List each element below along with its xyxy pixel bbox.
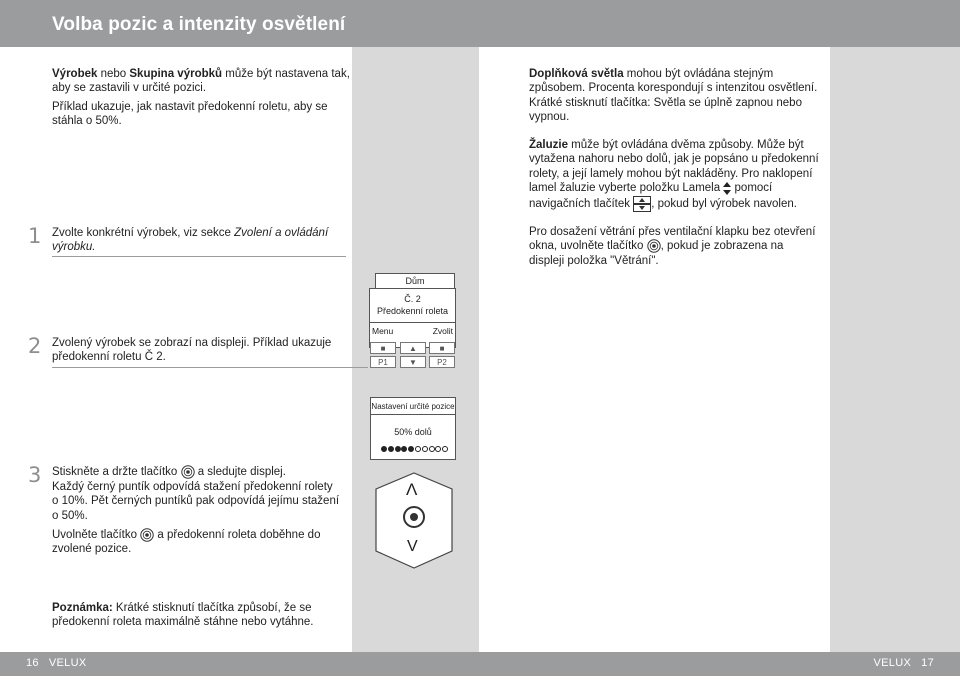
step-2-text: Zvolený výrobek se zobrazí na displeji. Příklad ukazuje předokenní roletu Č 2. bbox=[52, 337, 332, 364]
position-dots bbox=[381, 446, 451, 454]
display-tab-label: Dům bbox=[405, 276, 425, 286]
navigation-buttons-icon bbox=[633, 196, 651, 212]
display-product-name: Předokenní roleta bbox=[376, 306, 449, 316]
keypad-right-softkey[interactable]: ■ bbox=[429, 342, 455, 354]
keypad-p2-button[interactable]: P2 bbox=[429, 356, 455, 368]
blinds-text-3: , pokud byl výrobek navolen. bbox=[651, 197, 797, 210]
page-header bbox=[0, 0, 960, 47]
keypad-up-button[interactable]: ▲ bbox=[400, 342, 426, 354]
step-3-text-3b: a předokenní roleta doběhne do zvolené pozice. bbox=[52, 529, 321, 556]
step-1-link-text: Zvolení a ovládání výrobku. bbox=[52, 227, 329, 254]
right-paragraph-lights bbox=[529, 67, 824, 125]
empty-dot bbox=[435, 446, 441, 452]
display-position-screen bbox=[370, 397, 456, 460]
empty-dot bbox=[415, 446, 421, 452]
keypad-down-button[interactable]: ▼ bbox=[400, 356, 426, 368]
page-footer bbox=[0, 652, 960, 676]
step-1-text bbox=[52, 226, 332, 255]
filled-dot bbox=[401, 446, 407, 452]
step-2-number: 2 bbox=[28, 334, 42, 358]
intro-paragraph-1 bbox=[52, 67, 352, 96]
lights-bold: Doplňková světla bbox=[529, 68, 624, 80]
ventilation-text-1: Pro dosažení větrání přes ventilační klapku bez otevření okna, uvolněte tlačítko bbox=[529, 226, 816, 253]
blinds-text-1: může být ovládána dvěma způsoby. Může být vytažena nahoru nebo dolů, jak je popsáno u předokenní rolety, a její lamely mohou být nakláděny. Pro naklopení lamel žaluzie vyberte položku Lamela bbox=[529, 139, 819, 195]
remote-down-button[interactable]: V bbox=[407, 538, 418, 555]
intro-paragraph-2: Příklad ukazuje, jak nastavit předokenní roletu, aby se stáhla o 50%. bbox=[52, 101, 328, 128]
stop-button-icon bbox=[181, 465, 195, 479]
filled-dot bbox=[388, 446, 394, 452]
position-screen-value: 50% dolů bbox=[394, 427, 432, 437]
blinds-bold: Žaluzie bbox=[529, 139, 568, 151]
position-screen-title: Nastavení určité pozice bbox=[371, 402, 455, 411]
display-select-label: Zvolit bbox=[432, 326, 453, 336]
stop-button-icon bbox=[140, 528, 154, 542]
empty-dot bbox=[429, 446, 435, 452]
note-label: Poznámka: bbox=[52, 602, 113, 614]
step-3-line-1 bbox=[52, 465, 342, 479]
intro-group-bold: Skupina výrobků bbox=[129, 68, 223, 80]
filled-dot bbox=[395, 446, 401, 452]
filled-dot bbox=[408, 446, 414, 452]
empty-dot bbox=[422, 446, 428, 452]
page-title: Volba pozic a intenzity osvětlení bbox=[52, 14, 346, 35]
step-1-text-plain: Zvolte konkrétní výrobek, viz sekce bbox=[52, 227, 235, 239]
display-menu-label: Menu bbox=[372, 326, 394, 336]
remote-up-button[interactable]: Λ bbox=[406, 480, 418, 499]
blinds-text-2: pomocí navigačních tlačítek bbox=[529, 182, 773, 210]
footer-left-page: 16 VELUX bbox=[26, 657, 87, 669]
note-text: Krátké stisknutí tlačítka způsobí, že se předokenní roleta maximálně stáhne nebo vytáhne. bbox=[52, 602, 314, 629]
stop-dot-icon bbox=[410, 513, 418, 521]
right-paragraph-ventilation bbox=[529, 225, 821, 268]
stop-button-icon bbox=[647, 239, 661, 253]
step-3-text-1a: Stiskněte a držte tlačítko bbox=[52, 466, 178, 479]
display-softkey-bar bbox=[369, 322, 456, 323]
footer-right-page: VELUX 17 bbox=[873, 657, 934, 669]
ventilation-text-2: , pokud je zobrazena na displeji položka "Větrání". bbox=[529, 240, 784, 267]
filled-dot bbox=[381, 446, 387, 452]
step-3-line-3 bbox=[52, 528, 337, 557]
note-paragraph bbox=[52, 601, 347, 630]
right-gray-column bbox=[830, 47, 960, 652]
keypad-p1-button[interactable]: P1 bbox=[370, 356, 396, 368]
intro-product-bold: Výrobek bbox=[52, 68, 98, 80]
intro-text-2: může být nastavena tak, aby se zastavili v určité pozici. bbox=[52, 68, 350, 95]
right-paragraph-blinds bbox=[529, 138, 819, 212]
step-3-text-1b: a sledujte displej. bbox=[194, 466, 286, 479]
step-1-number: 1 bbox=[28, 224, 42, 248]
step-3-line-2: Každý černý puntík odpovídá stažení předokenní rolety o 10%. Pět černých puntíků pak odpovídá jejímu stažení o 50%. bbox=[52, 481, 340, 522]
position-screen-title-line bbox=[371, 414, 455, 415]
remote-stop-button[interactable] bbox=[403, 506, 425, 528]
empty-dot bbox=[442, 446, 448, 452]
step-3-text-3a: Uvolněte tlačítko bbox=[52, 529, 138, 542]
step-2-leader-line bbox=[52, 367, 368, 368]
step-1-leader-line bbox=[52, 256, 346, 257]
keypad-left-softkey[interactable]: ■ bbox=[370, 342, 396, 354]
lights-text: mohou být ovládána stejným způsobem. Procenta korespondují s intenzitou osvětlení. Krátké stisknutí tlačítka: Světla se úplně zapnou nebo vypnou. bbox=[529, 68, 818, 124]
display-product-number: Č. 2 bbox=[404, 294, 421, 304]
intro-text-1: nebo bbox=[97, 68, 130, 80]
step-3-number: 3 bbox=[28, 463, 42, 487]
